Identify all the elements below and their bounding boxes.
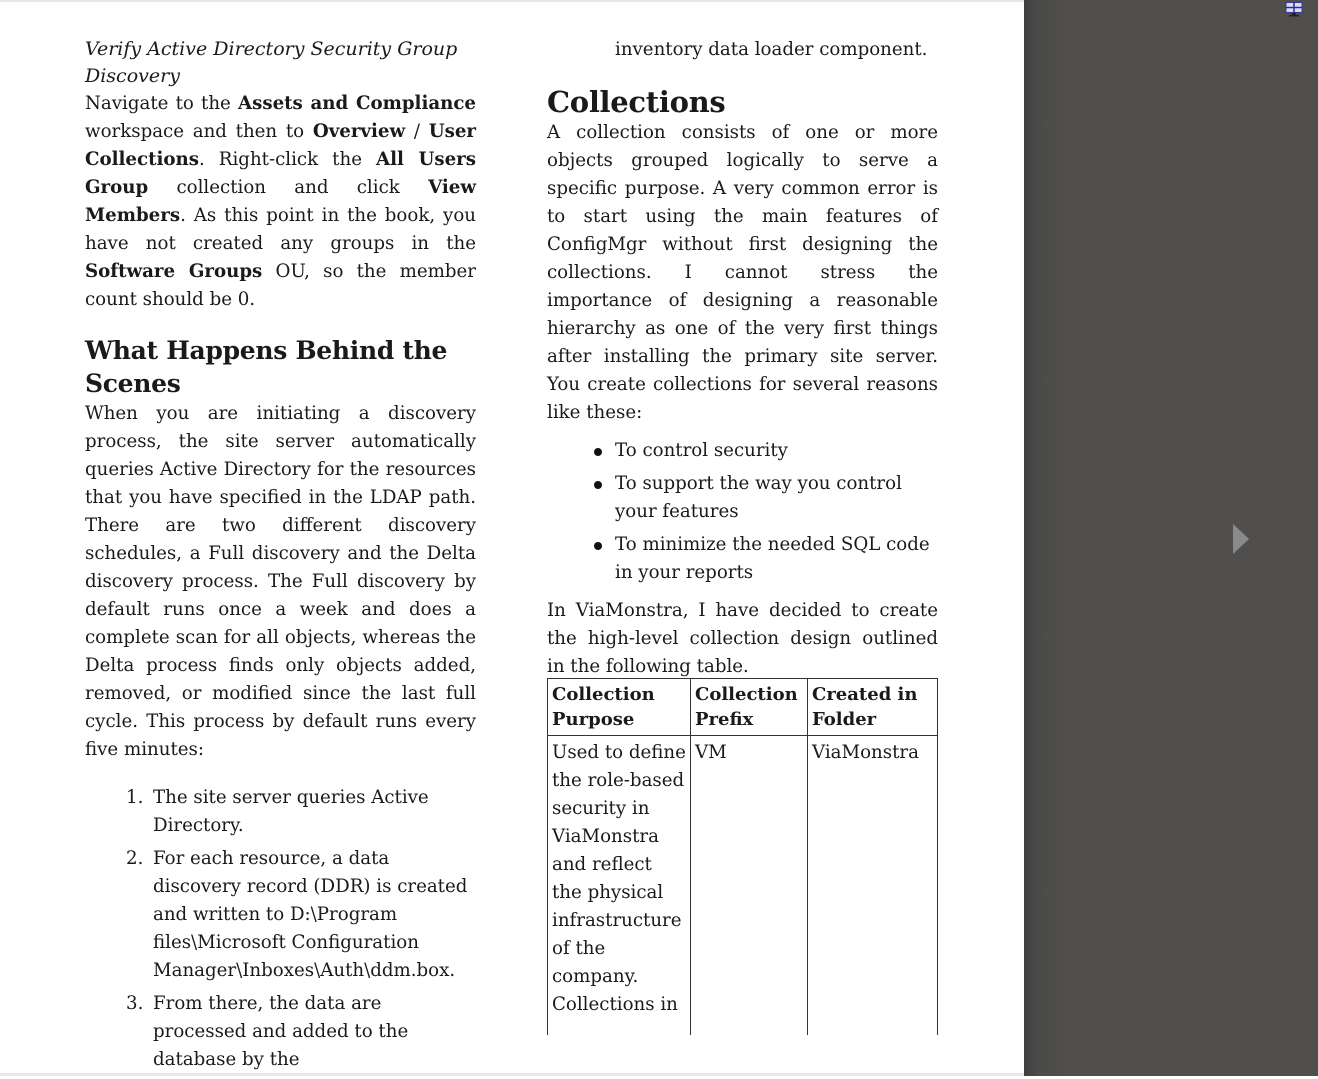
list-text: The site server queries Active Directory. bbox=[153, 787, 429, 836]
text: Navigate to the bbox=[85, 93, 238, 114]
monitor-icon[interactable] bbox=[1285, 2, 1303, 18]
list-text: To control security bbox=[615, 440, 788, 461]
right-column bbox=[547, 36, 938, 681]
bold-term: Assets and Compliance bbox=[237, 93, 477, 114]
list-number: 3. bbox=[126, 993, 144, 1014]
list-item bbox=[126, 784, 476, 840]
viewer-side-panel bbox=[1024, 0, 1318, 1076]
list-text: To support the way you control your features bbox=[615, 473, 902, 522]
list-item bbox=[126, 845, 476, 985]
table-cell: Used to define the role-based security in ViaMonstra and reflect the physical infrastructure of the company. Collections in bbox=[548, 736, 691, 1036]
section-heading: What Happens Behind the Scenes bbox=[85, 336, 448, 398]
list-text: From there, the data are processed and added to the database by the bbox=[153, 993, 409, 1070]
subheading: Verify Active Directory Security Group Discovery bbox=[85, 38, 458, 87]
list-item bbox=[615, 531, 938, 587]
text: . As this point in the book, you have not created any groups in the bbox=[85, 205, 476, 254]
list-item bbox=[126, 990, 476, 1074]
text: collection and click bbox=[148, 177, 429, 198]
steps-list bbox=[85, 784, 476, 1074]
list-item bbox=[615, 437, 938, 465]
bullet-icon bbox=[594, 542, 602, 550]
bullet-icon bbox=[594, 448, 602, 456]
next-page-arrow-icon[interactable] bbox=[1233, 524, 1249, 554]
bold-term: Software Groups bbox=[85, 261, 263, 282]
text: workspace and then to bbox=[85, 121, 313, 142]
bold-term: Overview bbox=[312, 121, 406, 142]
text: / bbox=[405, 121, 429, 142]
column-header: Collection Purpose bbox=[548, 679, 691, 736]
bold-term: User Collections bbox=[85, 121, 476, 170]
collection-design-table bbox=[547, 678, 938, 1035]
list-text: For each resource, a data discovery record (DDR) is created and written to D:\Program files\Microsoft Configuration Manager\Inboxes\Auth\ddm.box. bbox=[153, 848, 468, 981]
table-header-row bbox=[548, 679, 938, 736]
reasons-list bbox=[547, 437, 938, 587]
table-cell: ViaMonstra bbox=[808, 736, 938, 1036]
list-number: 1. bbox=[126, 787, 144, 808]
text: OU, so the member count should be 0. bbox=[85, 261, 476, 310]
bold-term: View Members bbox=[85, 177, 476, 226]
paragraph-design: In ViaMonstra, I have decided to create the high-level collection design outlined in the following table. bbox=[547, 600, 938, 677]
continuation-text: inventory data loader component. bbox=[615, 39, 928, 60]
paragraph-discovery: When you are initiating a discovery process, the site server automatically queries Active Directory for the resources that you have specified in the LDAP path. There are two different discovery schedules, a Full discovery and the Delta discovery process. The Full discovery by default runs once a week and does a complete scan for all objects, whereas the Delta process finds only objects added, removed, or modified since the last full cycle. This process by default runs every five minutes: bbox=[85, 403, 476, 760]
table-cell: VM bbox=[691, 736, 808, 1036]
column-header: Created in Folder bbox=[808, 679, 938, 736]
paragraph-collections: A collection consists of one or more objects grouped logically to serve a specific purpose. A very common error is to start using the main features of ConfigMgr without first designing the collections. I cannot stress the importance of designing a reasonable hierarchy as one of the very first things after installing the primary site server. You create collections for several reasons like these: bbox=[547, 122, 938, 423]
left-column bbox=[85, 36, 476, 1079]
text: . Right-click the bbox=[198, 149, 376, 170]
paragraph-navigate bbox=[85, 90, 476, 314]
section-heading: Collections bbox=[547, 85, 726, 119]
list-item bbox=[615, 470, 938, 526]
list-text: To minimize the needed SQL code in your reports bbox=[615, 534, 930, 583]
bullet-icon bbox=[594, 481, 602, 489]
table-row bbox=[548, 736, 938, 1036]
bold-term: All Users Group bbox=[85, 149, 476, 198]
column-header: Collection Prefix bbox=[691, 679, 808, 736]
list-number: 2. bbox=[126, 848, 144, 869]
